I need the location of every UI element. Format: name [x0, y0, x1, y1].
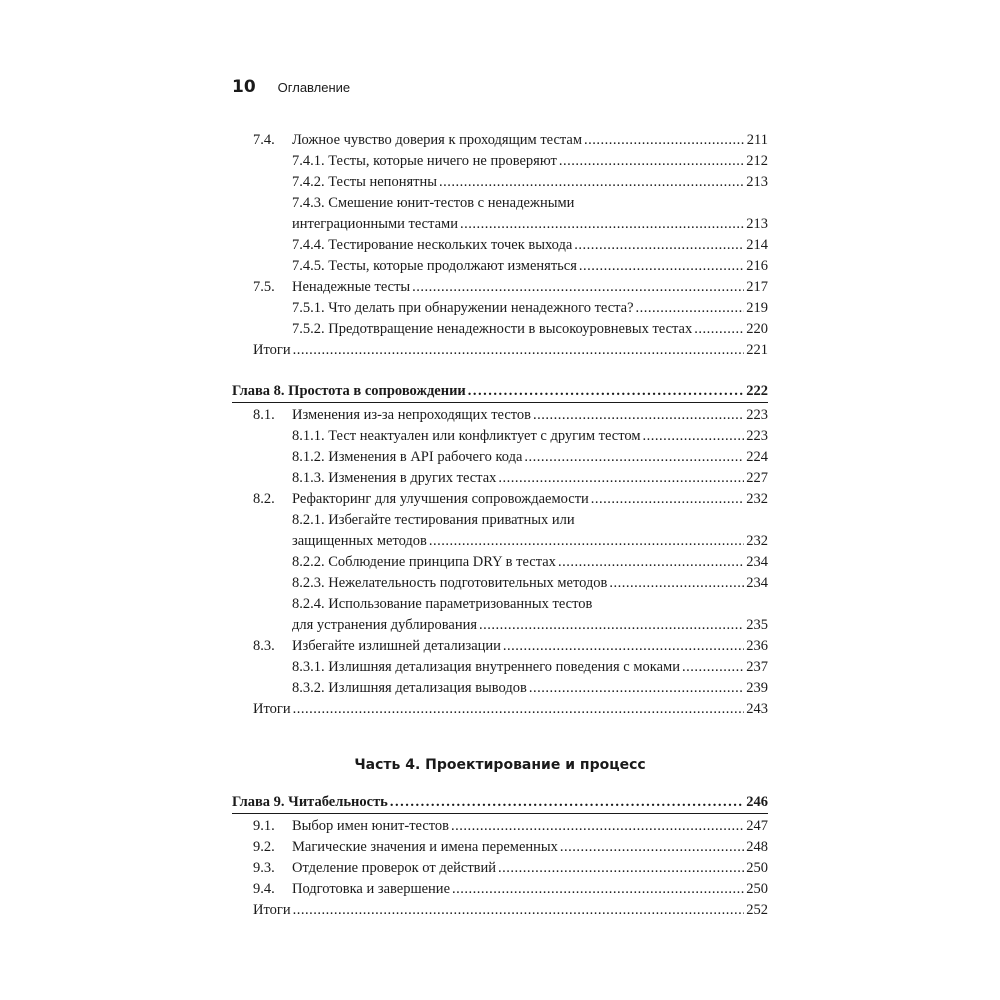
- toc-entry[interactable]: [232, 172, 768, 193]
- toc-entry-title: 8.1.2. Изменения в API рабочего кода: [292, 449, 523, 465]
- chapter-divider: [232, 813, 768, 814]
- toc-entry[interactable]: [232, 151, 768, 172]
- toc-page-number: 250: [746, 881, 768, 897]
- toc-chapter-page: 222: [746, 383, 768, 399]
- dot-leader: [529, 678, 744, 699]
- toc-page-number: 232: [746, 491, 768, 507]
- toc-chapter9-heading: [232, 792, 768, 813]
- toc-page-number: 247: [746, 818, 768, 834]
- toc-entry[interactable]: [232, 468, 768, 489]
- toc-page-number: 252: [746, 902, 768, 918]
- dot-leader: [558, 552, 744, 573]
- toc-page-number: 221: [746, 342, 768, 358]
- toc-entry-title-line1: 7.4.3. Смешение юнит-тестов с ненадежными: [292, 195, 575, 211]
- toc-entry-title: Итоги: [253, 701, 291, 717]
- toc-entry[interactable]: [232, 298, 768, 319]
- toc-entry-title: Ненадежные тесты: [292, 279, 411, 295]
- dot-leader: [429, 531, 744, 552]
- toc-entry-title: Избегайте излишней детализации: [292, 638, 501, 654]
- toc-entry[interactable]: [232, 340, 768, 361]
- toc-entry-title-line2: для устранения дублирования: [292, 617, 478, 633]
- dot-leader: [591, 489, 744, 510]
- toc-chapter8-heading: [232, 381, 768, 402]
- toc-entry[interactable]: [232, 879, 768, 900]
- toc-entry-title-line2: интеграционными тестами: [292, 216, 458, 232]
- toc-entry-title: 8.3.1. Излишняя детализация внутреннего поведения с моками: [292, 659, 680, 675]
- toc-entry[interactable]: [232, 130, 768, 151]
- toc-page-number: 234: [746, 575, 768, 591]
- dot-leader: [636, 298, 745, 319]
- dot-leader: [293, 340, 745, 361]
- toc-entry-title: Изменения из-за непроходящих тестов: [292, 407, 532, 423]
- toc-entry[interactable]: [232, 573, 768, 594]
- toc-page-number: 223: [746, 428, 768, 444]
- toc-page-number: 214: [746, 237, 768, 253]
- page-number: 10: [232, 77, 256, 97]
- toc-entry-title: Подготовка и завершение: [292, 881, 451, 897]
- toc-chapter-row[interactable]: [232, 381, 768, 402]
- dot-leader: [560, 837, 744, 858]
- toc-entry-title: 8.3.2. Излишняя детализация выводов: [292, 680, 527, 696]
- toc-block-chapter9: [232, 816, 768, 921]
- toc-page-number: 243: [746, 701, 768, 717]
- toc-entry-title-line1: 8.2.4. Использование параметризованных тестов: [292, 596, 593, 612]
- toc-entry[interactable]: [232, 636, 768, 657]
- dot-leader: [498, 858, 744, 879]
- toc-entry-title: 7.4.5. Тесты, которые продолжают изменяться: [292, 258, 577, 274]
- dot-leader: [390, 792, 744, 813]
- toc-entry[interactable]: [232, 699, 768, 720]
- running-title: Оглавление: [277, 80, 351, 95]
- toc-entry[interactable]: [232, 447, 768, 468]
- toc-section-number: 8.2.: [253, 491, 275, 507]
- toc-entry-title: Итоги: [253, 342, 291, 358]
- toc-section-number: 9.3.: [253, 860, 275, 876]
- toc-entry-title: 7.5.2. Предотвращение ненадежности в высокоуровневых тестах: [292, 321, 693, 337]
- toc-page-number: 217: [746, 279, 768, 295]
- toc-entry-title: 7.4.2. Тесты непонятны: [292, 174, 437, 190]
- toc-entry[interactable]: [232, 193, 768, 235]
- dot-leader: [584, 130, 745, 151]
- toc-entry-title: Рефакторинг для улучшения сопровождаемости: [292, 491, 589, 507]
- toc-entry[interactable]: [232, 510, 768, 552]
- dot-leader: [559, 151, 744, 172]
- dot-leader: [682, 657, 744, 678]
- toc-entry-title: 8.2.3. Нежелательность подготовительных методов: [292, 575, 608, 591]
- toc-page-number: 236: [746, 638, 768, 654]
- toc-page-number: 239: [746, 680, 768, 696]
- toc-entry[interactable]: [232, 657, 768, 678]
- toc-section-number: 9.4.: [253, 881, 275, 897]
- toc-entry-title: Ложное чувство доверия к проходящим тестам: [292, 132, 583, 148]
- toc-entry-title: Выбор имен юнит-тестов: [292, 818, 450, 834]
- dot-leader: [412, 277, 744, 298]
- dot-leader: [643, 426, 745, 447]
- toc-entry[interactable]: [232, 837, 768, 858]
- toc-entry-title: 8.1.3. Изменения в других тестах: [292, 470, 497, 486]
- dot-leader: [452, 879, 744, 900]
- part-heading: Часть 4. Проектирование и процесс: [354, 757, 646, 773]
- toc-entry[interactable]: [232, 405, 768, 426]
- toc-block-chapter8: [232, 405, 768, 720]
- toc-entry-title: 8.2.2. Соблюдение принципа DRY в тестах: [292, 554, 556, 570]
- chapter-divider: [232, 402, 768, 403]
- toc-chapter-page: 246: [746, 794, 768, 810]
- toc-entry[interactable]: [232, 256, 768, 277]
- dot-leader: [293, 900, 745, 921]
- toc-entry[interactable]: [232, 552, 768, 573]
- toc-page-number: 216: [746, 258, 768, 274]
- toc-entry-title: 8.1.1. Тест неактуален или конфликтует с другим тестом: [292, 428, 641, 444]
- dot-leader: [468, 381, 744, 402]
- toc-page-number: 232: [746, 533, 768, 549]
- toc-entry-title-line2: защищенных методов: [292, 533, 427, 549]
- toc-entry[interactable]: [232, 426, 768, 447]
- toc-entry[interactable]: [232, 900, 768, 921]
- running-header: [232, 77, 350, 101]
- toc-entry[interactable]: [232, 594, 768, 636]
- toc-section-number: 8.1.: [253, 407, 275, 423]
- dot-leader: [479, 615, 744, 636]
- toc-block-chapter7: [232, 130, 768, 361]
- toc-entry[interactable]: [232, 858, 768, 879]
- toc-page-number: 211: [746, 132, 768, 148]
- toc-entry-title: Итоги: [253, 902, 291, 918]
- dot-leader: [609, 573, 744, 594]
- toc-section-number: 8.3.: [253, 638, 275, 654]
- toc-page-number: 213: [746, 216, 768, 232]
- toc-chapter-title: Глава 9. Читабельность: [232, 794, 388, 810]
- toc-page-number: 250: [746, 860, 768, 876]
- toc-entry-title: 7.5.1. Что делать при обнаружении ненадежного теста?: [292, 300, 634, 316]
- toc-entry[interactable]: [232, 489, 768, 510]
- toc-section-number: 7.5.: [253, 279, 275, 295]
- toc-entry[interactable]: [232, 235, 768, 256]
- toc-entry-title: 7.4.4. Тестирование нескольких точек выхода: [292, 237, 573, 253]
- dot-leader: [579, 256, 744, 277]
- dot-leader: [524, 447, 744, 468]
- dot-leader: [460, 214, 744, 235]
- toc-page-number: 212: [746, 153, 768, 169]
- dot-leader: [451, 816, 744, 837]
- toc-entry-title: Магические значения и имена переменных: [292, 839, 558, 855]
- toc-entry[interactable]: [232, 816, 768, 837]
- toc-chapter-title: Глава 8. Простота в сопровождении: [232, 383, 466, 399]
- toc-page-number: 219: [746, 300, 768, 316]
- toc-chapter-row[interactable]: [232, 792, 768, 813]
- toc-entry-title: Отделение проверок от действий: [292, 860, 497, 876]
- dot-leader: [439, 172, 744, 193]
- toc-entry-title-line1: 8.2.1. Избегайте тестирования приватных или: [292, 512, 575, 528]
- toc-entry-title: 7.4.1. Тесты, которые ничего не проверяют: [292, 153, 557, 169]
- toc-entry[interactable]: [232, 678, 768, 699]
- dot-leader: [293, 699, 745, 720]
- toc-page-number: 220: [746, 321, 768, 337]
- toc-section-number: 9.2.: [253, 839, 275, 855]
- toc-page-number: 234: [746, 554, 768, 570]
- dot-leader: [574, 235, 744, 256]
- toc-page-number: 223: [746, 407, 768, 423]
- dot-leader: [498, 468, 744, 489]
- toc-page-number: 235: [746, 617, 768, 633]
- toc-page-number: 227: [746, 470, 768, 486]
- dot-leader: [533, 405, 744, 426]
- toc-entry[interactable]: [232, 319, 768, 340]
- toc-section-number: 7.4.: [253, 132, 275, 148]
- dot-leader: [503, 636, 744, 657]
- toc-page-number: 237: [746, 659, 768, 675]
- toc-entry[interactable]: [232, 277, 768, 298]
- toc-page-number: 224: [746, 449, 768, 465]
- dot-leader: [694, 319, 744, 340]
- toc-page-number: 213: [746, 174, 768, 190]
- toc-page-number: 248: [746, 839, 768, 855]
- toc-section-number: 9.1.: [253, 818, 275, 834]
